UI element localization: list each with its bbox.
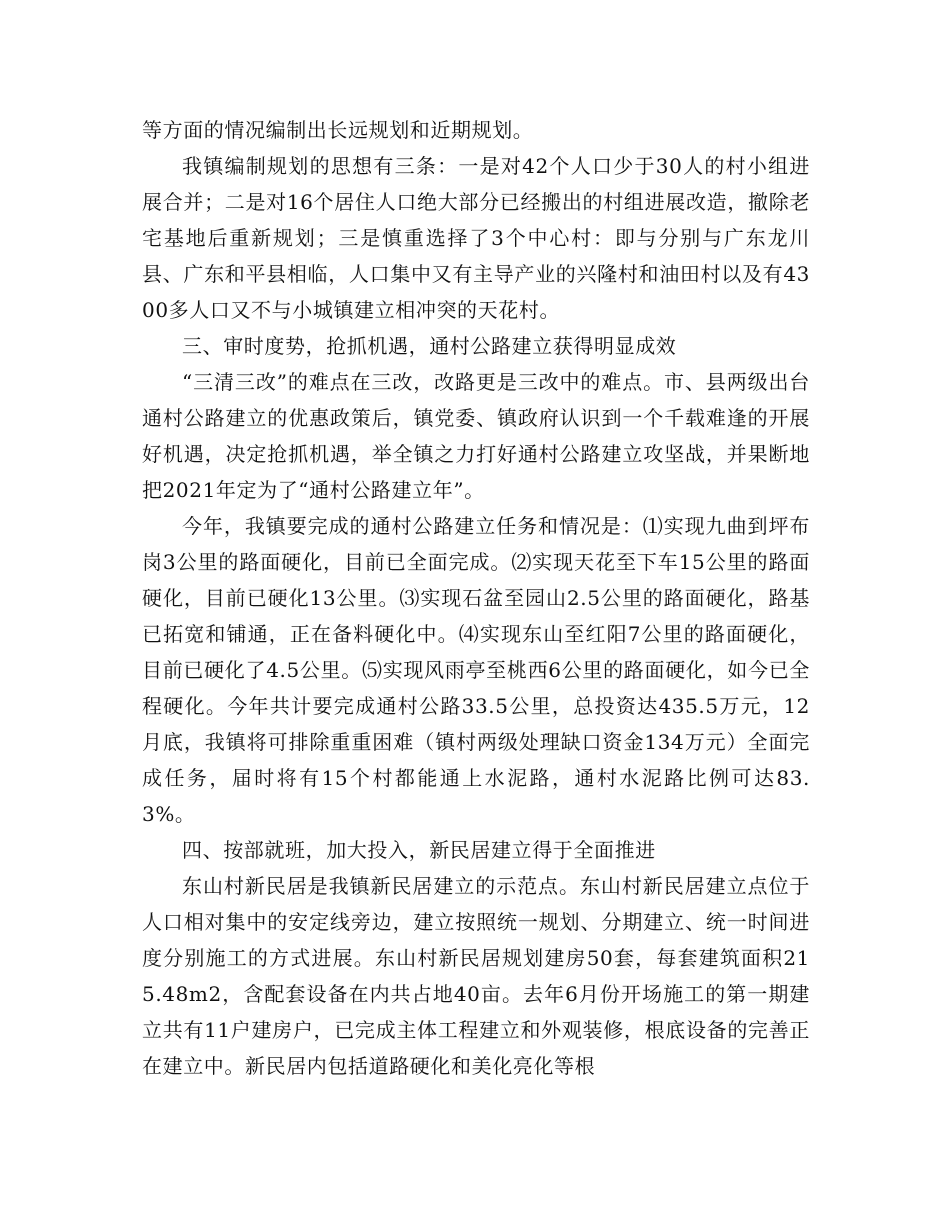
document-body <box>142 112 810 1084</box>
paragraph-three-clear-three-reform: “三清三改”的难点在三改，改路更是三改中的难点。市、县两级出台通村公路建立的优惠政策后，镇党委、镇政府认识到一个千载难逢的开展好机遇，决定抢抓机遇，举全镇之力打好通村公路建立攻坚战，并果断地把2021年定为了“通村公路建立年”。 <box>142 370 810 502</box>
paragraph-new-residence: 东山村新民居是我镇新民居建立的示范点。东山村新民居建立点位于人口相对集中的安定线旁边，建立按照统一规划、分期建立、统一时间进度分别施工的方式进展。东山村新民居规划建房50套，每套建筑面积215.48m2，含配套设备在内共占地40亩。去年6月份开场施工的第一期建立共有11户建房户，已完成主体工程建立和外观装修，根底设备的完善正在建立中。新民居内包括道路硬化和美化亮化等根 <box>142 874 810 1078</box>
section-heading-four: 四、按部就班，加大投入，新民居建立得于全面推进 <box>182 838 656 862</box>
paragraph-planning-ideas: 我镇编制规划的思想有三条：一是对42个人口少于30人的村小组进展合并；二是对16个居住人口绝大部分已经搬出的村组进展改造，撤除老宅基地后重新规划；三是慎重选择了3个中心村：即与分别与广东龙川县、广东和平县相临，人口集中又有主导产业的兴隆村和油田村以及有4300多人口又不与小城镇建立相冲突的天花村。 <box>142 154 810 322</box>
paragraph-continuation: 等方面的情况编制出长远规划和近期规划。 <box>142 118 534 142</box>
section-heading-three: 三、审时度势，抢抓机遇，通村公路建立获得明显成效 <box>182 334 677 358</box>
paragraph-road-tasks: 今年，我镇要完成的通村公路建立任务和情况是：⑴实现九曲到坪布岗3公里的路面硬化，目前已全面完成。⑵实现天花至下车15公里的路面硬化，目前已硬化13公里。⑶实现石盆至园山2.5公里的路面硬化，路基已拓宽和铺通，正在备料硬化中。⑷实现东山至红阳7公里的路面硬化，目前已硬化了4.5公里。⑸实现风雨亭至桃西6公里的路面硬化，如今已全程硬化。今年共计要完成通村公路33.5公里，总投资达435.5万元，12月底，我镇将可排除重重困难（镇村两级处理缺口资金134万元）全面完成任务，届时将有15个村都能通上水泥路，通村水泥路比例可达83.3%。 <box>142 514 810 826</box>
